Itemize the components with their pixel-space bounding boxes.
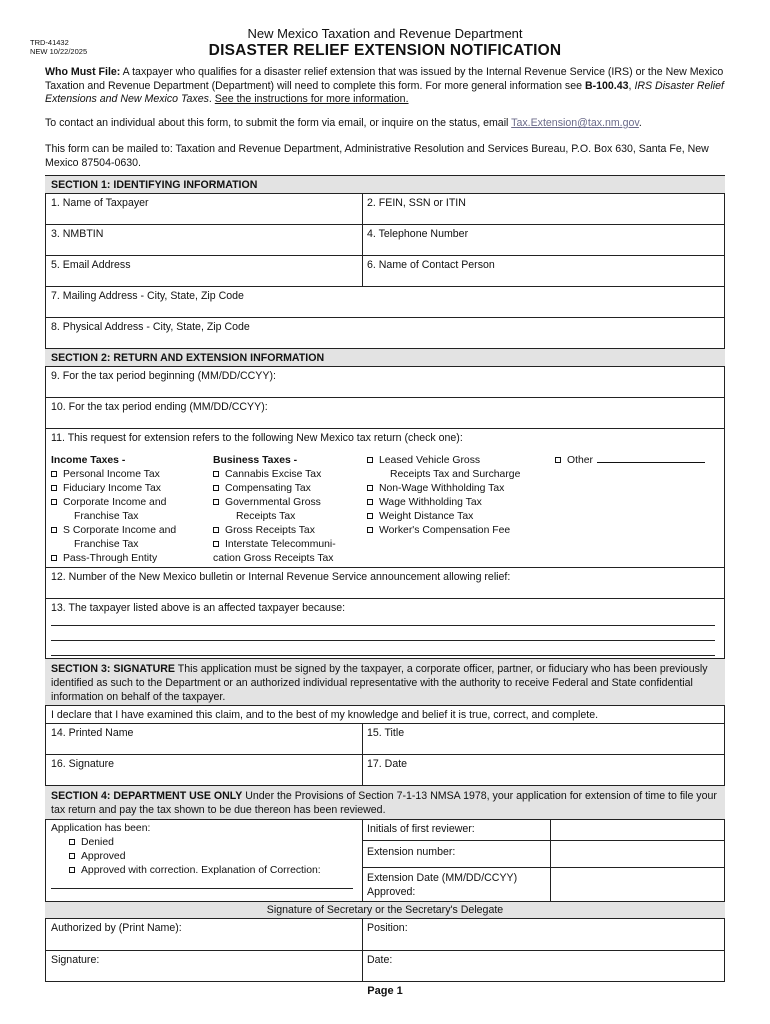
initials-label: Initials of first reviewer: <box>367 823 475 835</box>
field-telephone[interactable]: 4. Telephone Number <box>367 228 469 240</box>
form-date: NEW 10/22/2025 <box>30 47 88 56</box>
business-taxes-column <box>213 454 336 566</box>
checkbox-personal-income[interactable]: Personal Income Tax <box>51 468 176 482</box>
section1-row5 <box>45 317 725 348</box>
checkbox-pass-through[interactable]: Pass-Through Entity <box>51 552 176 566</box>
checkbox-s-corporate-income[interactable]: S Corporate Income and <box>51 524 176 538</box>
field-physical-address[interactable]: 8. Physical Address - City, State, Zip Code <box>51 321 250 333</box>
form-id: TRD-41432 <box>30 38 69 47</box>
section4-header <box>45 785 725 819</box>
review-line-2 <box>362 867 725 868</box>
checkbox-corporate-income[interactable]: Corporate Income and <box>51 496 176 510</box>
checkbox-compensating[interactable]: Compensating Tax <box>213 482 336 496</box>
extension-date-label: Extension Date (MM/DD/CCYY) Approved: <box>367 872 518 898</box>
secretary-signature-row <box>45 901 725 918</box>
section3-description: This application must be signed by the taxpayer, a corporate officer, partner, or fiduciary who has been previously identified as such to the Department or an authorized individual representative with the authority to receive Federal and State confidential information on behalf of the taxpayer. <box>51 663 708 703</box>
field-taxpayer-name[interactable]: 1. Name of Taxpayer <box>51 197 149 209</box>
checkbox-leased-vehicle[interactable]: Leased Vehicle Gross <box>367 454 520 468</box>
section1-row3 <box>45 255 725 286</box>
who-label: Who Must File: <box>45 66 121 78</box>
section3-declaration-row <box>45 705 725 723</box>
checkbox-other[interactable] <box>555 454 705 468</box>
field-tax-return-type: 11. This request for extension refers to the following New Mexico tax return (check one): <box>51 432 463 444</box>
field-period-ending[interactable]: 10. For the tax period ending (MM/DD/CCYY): <box>51 401 268 413</box>
who-text: A taxpayer who qualifies for a disaster relief extension that was issued by the Internal Revenue Service (IRS) or the New Mexico Taxation and Revenue Department (Department) will need to complete this form. For more general information see <box>45 66 724 92</box>
reason-line-2[interactable] <box>51 640 715 641</box>
contact-end: . <box>638 117 642 129</box>
business-taxes-heading: Business Taxes - <box>213 455 298 466</box>
field-date[interactable]: 17. Date <box>367 758 408 770</box>
section2-row10 <box>45 397 725 428</box>
review-value-divider <box>550 820 551 902</box>
application-status <box>51 822 321 878</box>
governmental-gross-cont: Receipts Tax <box>236 511 296 522</box>
checkbox-interstate-telecom[interactable]: Interstate Telecommuni- <box>213 538 336 552</box>
corporate-income-cont: Franchise Tax <box>74 511 139 522</box>
other-label: Other <box>567 455 593 466</box>
field-mailing-address[interactable]: 7. Mailing Address - City, State, Zip Code <box>51 290 244 302</box>
secretary-signature-label: Signature of Secretary or the Secretary's Delegate <box>266 904 504 916</box>
other-line[interactable] <box>597 462 705 463</box>
field-position[interactable]: Position: <box>367 922 408 934</box>
correction-line[interactable] <box>51 888 353 889</box>
contact-info <box>45 117 730 131</box>
who-ref: B-100.43 <box>584 79 629 92</box>
section3-divider <box>362 723 363 785</box>
other-taxes-column <box>367 454 520 538</box>
section4-title: SECTION 4: DEPARTMENT USE ONLY <box>51 790 243 802</box>
section3-row1 <box>45 723 725 754</box>
checkbox-approved[interactable]: Approved <box>51 850 321 864</box>
field-printed-name[interactable]: 14. Printed Name <box>51 727 134 739</box>
field-email[interactable]: 5. Email Address <box>51 259 131 271</box>
field-bulletin-number[interactable]: 12. Number of the New Mexico bulletin or Internal Revenue Service announcement allowing relief: <box>51 571 511 583</box>
section3-text <box>51 662 719 704</box>
field-authorized-by[interactable]: Authorized by (Print Name): <box>51 922 182 934</box>
instructions-link[interactable]: See the instructions for more information. <box>214 93 409 105</box>
contact-email-link[interactable]: Tax.Extension@tax.nm.gov <box>511 117 639 129</box>
checkbox-weight-distance[interactable]: Weight Distance Tax <box>367 510 520 524</box>
section1-header <box>45 175 725 193</box>
checkbox-denied[interactable]: Denied <box>51 836 321 850</box>
checkbox-cannabis-excise[interactable]: Cannabis Excise Tax <box>213 468 336 482</box>
form-title: DISASTER RELIEF EXTENSION NOTIFICATION <box>208 42 562 59</box>
reason-line-1[interactable] <box>51 625 715 626</box>
field-signature[interactable]: 16. Signature <box>51 758 115 770</box>
section3-title: SECTION 3: SIGNATURE <box>51 663 175 675</box>
section2-row13 <box>45 598 725 658</box>
who-dot: . <box>208 93 215 105</box>
s-corporate-income-cont: Franchise Tax <box>74 539 139 550</box>
field-fein[interactable]: 2. FEIN, SSN or ITIN <box>367 197 466 209</box>
field-affected-reason: 13. The taxpayer listed above is an affected taxpayer because: <box>51 602 346 614</box>
section2-title: SECTION 2: RETURN AND EXTENSION INFORMATION <box>51 352 325 364</box>
field-period-beginning[interactable]: 9. For the tax period beginning (MM/DD/CCYY): <box>51 370 276 382</box>
checkbox-gross-receipts[interactable]: Gross Receipts Tax <box>213 524 336 538</box>
section1-title: SECTION 1: IDENTIFYING INFORMATION <box>51 179 258 191</box>
checkbox-fiduciary-income[interactable]: Fiduciary Income Tax <box>51 482 176 496</box>
section4-description: Under the Provisions of Section 7-1-13 NMSA 1978, your application for extension of time to file your tax return and pay the tax shown to be due thereon has been reviewed. <box>51 790 717 816</box>
who-must-file <box>45 66 730 107</box>
section4-text <box>51 789 719 817</box>
status-label: Application has been: <box>51 823 151 834</box>
field-nmbtin[interactable]: 3. NMBTIN <box>51 228 104 240</box>
section4-review-row <box>45 819 725 901</box>
extension-number-label: Extension number: <box>367 846 456 858</box>
section1-divider <box>362 193 363 286</box>
income-taxes-heading: Income Taxes - <box>51 455 126 466</box>
checkbox-approved-correction[interactable]: Approved with correction. Explanation of Correction: <box>51 864 321 878</box>
section1-row1 <box>45 193 725 224</box>
section3-row2 <box>45 754 725 785</box>
section3-header <box>45 658 725 705</box>
mail-info: This form can be mailed to: Taxation and Revenue Department, Administrative Resolution and Services Bureau, P.O. Box 630, Santa Fe, New Mexico 87504-0630. <box>45 143 709 169</box>
checkbox-governmental-gross[interactable]: Governmental Gross <box>213 496 336 510</box>
section1-row4 <box>45 286 725 317</box>
section2-row9 <box>45 366 725 397</box>
declaration: I declare that I have examined this claim, and to the best of my knowledge and belief it is true, correct, and complete. <box>51 709 599 721</box>
field-title[interactable]: 15. Title <box>367 727 405 739</box>
reason-line-3[interactable] <box>51 655 715 656</box>
checkbox-non-wage-withholding[interactable]: Non-Wage Withholding Tax <box>367 482 520 496</box>
page-number: Page 1 <box>367 985 403 997</box>
section4-sign-row <box>45 950 725 982</box>
checkbox-wage-withholding[interactable]: Wage Withholding Tax <box>367 496 520 510</box>
who-pub: IRS Disaster Relief Extensions and New Mexico Taxes <box>45 79 724 105</box>
review-divider <box>362 820 363 902</box>
contact-text: To contact an individual about this form, to submit the form via email, or inquire on the status, email <box>45 117 512 129</box>
interstate-telecom-cont: cation Gross Receipts Tax <box>213 553 334 564</box>
field-dept-signature[interactable]: Signature: <box>51 954 100 966</box>
who-sep: , <box>628 79 635 92</box>
field-contact-person[interactable]: 6. Name of Contact Person <box>367 259 495 271</box>
section1-row2 <box>45 224 725 255</box>
leased-vehicle-cont: Receipts Tax and Surcharge <box>390 469 521 480</box>
agency-name: New Mexico Taxation and Revenue Department <box>247 26 523 41</box>
section2-header <box>45 348 725 366</box>
checkbox-workers-comp[interactable]: Worker's Compensation Fee <box>367 524 520 538</box>
section4-divider <box>362 918 363 982</box>
income-taxes-column <box>51 454 176 566</box>
section4-auth-row <box>45 918 725 950</box>
section2-row12 <box>45 567 725 598</box>
field-dept-date[interactable]: Date: <box>367 954 393 966</box>
review-line-1 <box>362 840 725 841</box>
section2-row11 <box>45 428 725 567</box>
